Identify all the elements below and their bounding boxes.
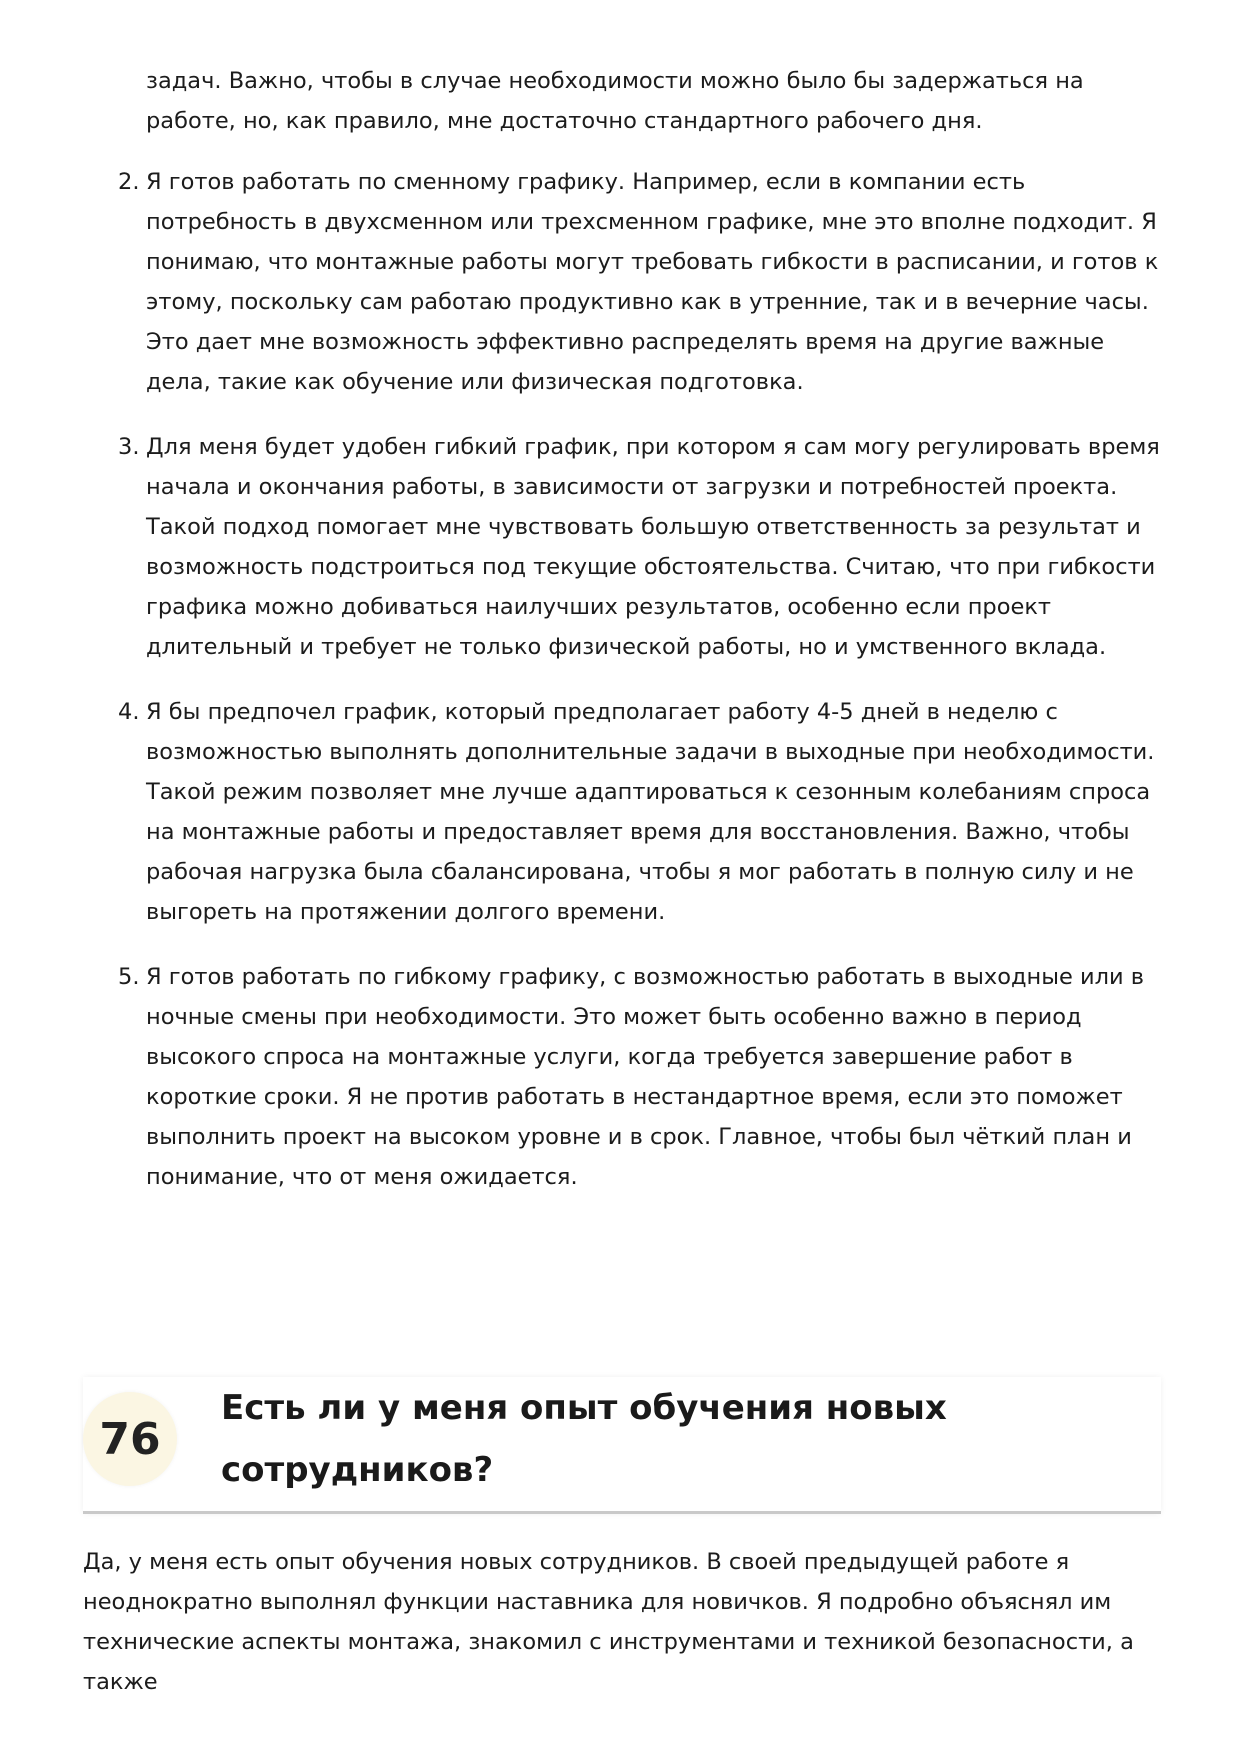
previous-answer-continuation: задач. Важно, чтобы в случае необходимости можно было бы задержаться на работе, но, как правило, мне достаточно стандартного рабочего дня.: [146, 68, 1084, 134]
list-item-text: Я готов работать по сменному графику. Например, если в компании есть потребность в двухсменном или трехсменном графике, мне это вполне подходит. Я понимаю, что монтажные работы могут требовать гибкости в расписании, и готов к этому, поскольку сам работаю продуктивно как в утренние, так и в вечерние часы. Это дает мне возможность эффективно распределять время на другие важные дела, такие как обучение или физическая подготовка.: [146, 169, 1159, 395]
question-answer-paragraph: Да, у меня есть опыт обучения новых сотрудников. В своей предыдущей работе я неоднократно выполнял функции наставника для новичков. Я подробно объяснял им технические аспекты монтажа, знакомил с инструментами и техникой безопасности, а также: [83, 1549, 1134, 1695]
list-item-text: Для меня будет удобен гибкий график, при котором я сам могу регулировать время начала и окончания работы, в зависимости от загрузки и потребностей проекта. Такой подход помогает мне чувствовать большую ответственность за результат и возможность подстроиться под текущие обстоятельства. Считаю, что при гибкости графика можно добиваться наилучших результатов, особенно если проект длительный и требует не только физической работы, но и умственного вклада.: [146, 434, 1160, 660]
list-item-number: 2.: [118, 169, 140, 195]
list-item-number: 5.: [118, 964, 140, 990]
list-item-number: 3.: [118, 434, 140, 460]
list-item-text: Я готов работать по гибкому графику, с возможностью работать в выходные или в ночные смены при необходимости. Это может быть особенно важно в период высокого спроса на монтажные услуги, когда требуется завершение работ в короткие сроки. Я не против работать в нестандартное время, если это поможет выполнить проект на высоком уровне и в срок. Главное, чтобы был чёткий план и понимание, что от меня ожидается.: [146, 964, 1145, 1190]
list-item-text: Я бы предпочел график, который предполагает работу 4-5 дней в неделю с возможностью выполнять дополнительные задачи в выходные при необходимости. Такой режим позволяет мне лучше адаптироваться к сезонным колебаниям спроса на монтажные работы и предоставляет время для восстановления. Важно, чтобы рабочая нагрузка была сбалансирована, чтобы я мог работать в полную силу и не выгореть на протяжении долгого времени.: [146, 699, 1155, 925]
question-header: [83, 1377, 1161, 1514]
list-item-number: 4.: [118, 699, 140, 725]
answer-option-2: [118, 162, 1166, 402]
answer-option-4: [118, 692, 1166, 932]
answer-option-5: [118, 957, 1166, 1197]
answer-options-list: [118, 162, 1166, 1222]
question-title: Есть ли у меня опыт обучения новых сотрудников?: [221, 1388, 947, 1490]
question-number-badge: 76: [83, 1392, 177, 1486]
answer-option-3: [118, 427, 1166, 667]
